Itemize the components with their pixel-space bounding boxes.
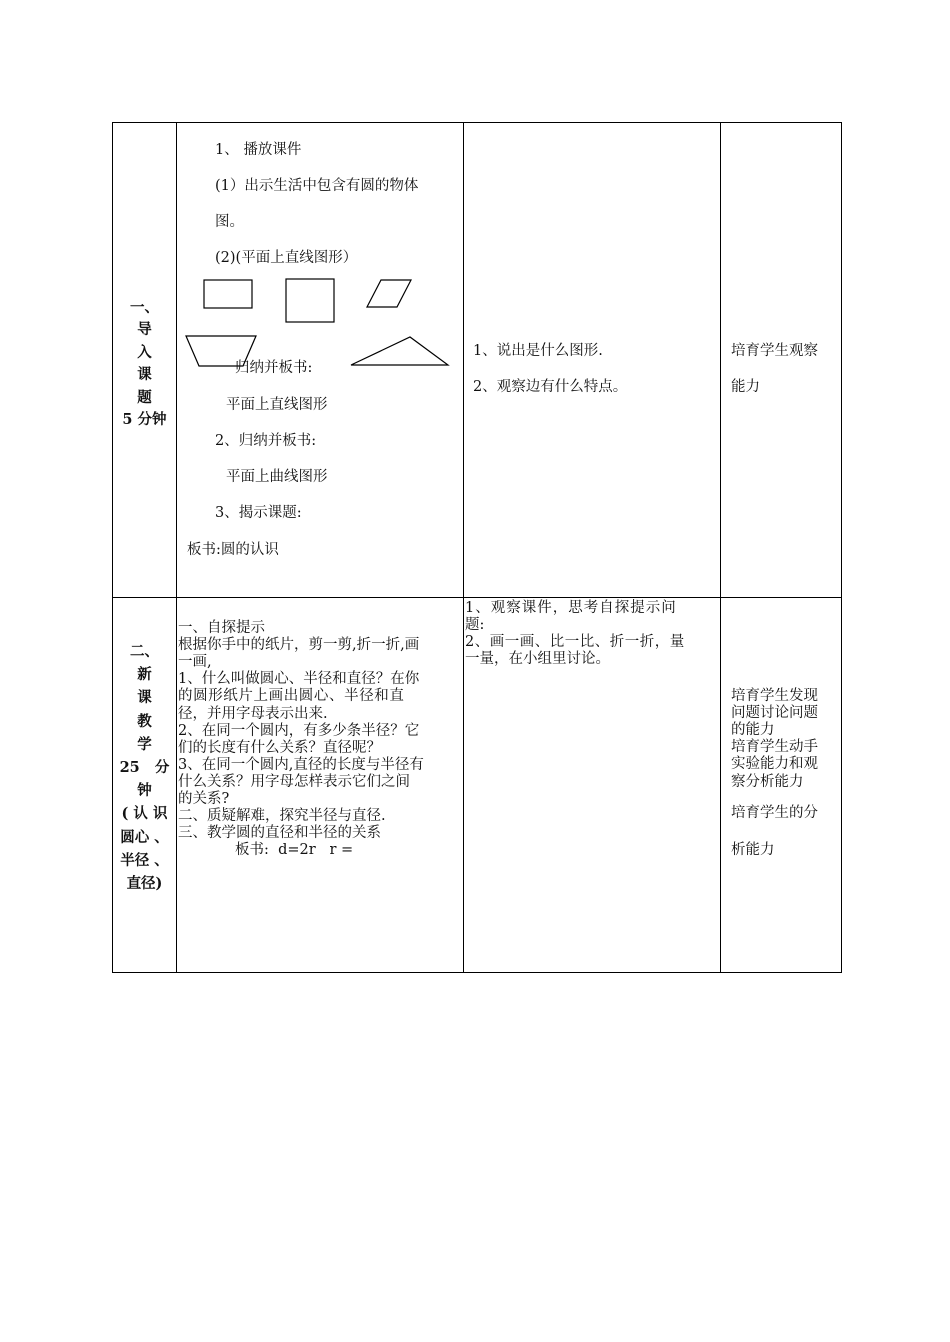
design-intent-line: 问题讨论问题 [731,705,818,722]
stage-line: 直径) [126,874,163,892]
row2-stage-label [113,640,176,895]
parallelogram-shape [367,280,411,307]
student-activity-line: 2、观察边有什么特点。 [473,379,628,395]
content-line: 图。 [215,214,244,230]
stage-line: 钟 [137,782,152,800]
stage-line: 半径 、 [120,851,169,869]
student-activity-line: 1、观察课件，思考自探提示问 [465,600,677,616]
content-line: 2、在同一个圆内，有多少条半径？它 [178,722,420,739]
content-line: 一画, [178,654,212,671]
content-line: (2)(平面上直线图形） [215,250,358,266]
content-line: 们的长度有什么关系？直径呢？ [178,739,381,756]
row1-stage-label [113,297,176,432]
design-intent-line: 的能力 [731,722,775,739]
student-activity-line: 题: [465,617,485,634]
content-line: 的关系? [178,791,230,808]
table-row-divider [112,597,842,598]
table-col-divider-3 [720,122,721,973]
stage-line: 新 [137,666,152,684]
square-shape [286,279,334,322]
design-intent-line: 实验能力和观 [731,756,818,773]
student-activity-line: 2、画一画、比一比、折一折，量 [465,634,685,651]
design-intent-line: 培育学生发现 [731,688,818,704]
content-line: 1、 播放课件 [215,142,302,158]
content-line: 3、揭示课题: [215,505,302,521]
stage-line: 教 [137,712,152,730]
content-line: 一、自探提示 [178,620,265,636]
stage-line: 入 [137,343,152,361]
stage-line: 25 分 [119,758,170,776]
design-intent-line: 能力 [731,379,760,395]
table-col-divider-1 [176,122,177,973]
student-activity-line: 1、说出是什么图形. [473,343,603,359]
table-border-bottom [112,972,842,973]
stage-line: 课 [137,689,152,707]
content-line: 板书: d=2r r = [235,842,354,859]
content-line: 根据你手中的纸片，剪一剪,折一折,画 [178,637,420,654]
content-line: 平面上直线图形 [226,397,328,413]
table-col-divider-2 [463,122,464,973]
row2-content-block [178,620,460,860]
stage-line: 学 [137,735,152,753]
content-line: 二、质疑解难，探究半径与直径. [178,808,386,825]
content-line: 的圆形纸片上画出圆心、半径和直 [178,688,405,705]
table-border-right [841,122,842,973]
content-line: 板书:圆的认识 [187,542,279,558]
table-border-top [112,122,842,123]
stage-line: 圆心 、 [120,828,169,846]
stage-line: 导 [137,321,152,339]
triangle-shape [351,337,448,365]
design-intent-line: 培育学生观察 [731,343,818,359]
rectangle-shape [204,280,252,308]
stage-line: 5 分钟 [122,411,167,429]
content-line: 2、归纳并板书: [215,433,317,449]
stage-line: 题 [137,388,152,406]
content-line: 三、教学圆的直径和半径的关系 [178,825,381,842]
content-line: 3、在同一个圆内,直径的长度与半径有 [178,756,424,773]
content-line: 径，并用字母表示出来. [178,705,328,722]
stage-line: 课 [137,366,152,384]
content-line: (1）出示生活中包含有圆的物体 [215,178,419,194]
content-line: 归纳并板书: [235,360,313,376]
content-line: 1、什么叫做圆心、半径和直径？在你 [178,671,420,688]
design-intent-line: 培育学生动手 [731,739,818,756]
stage-line: 一、 [130,299,159,316]
content-line: 什么关系？用字母怎样表示它们之间 [178,773,410,790]
student-activity-line: 一量，在小组里讨论。 [465,651,610,668]
stage-line: ( 认 识 [121,805,168,823]
stage-line: 二、 [130,643,159,660]
design-intent-line: 析能力 [731,841,775,858]
design-intent-line: 培育学生的分 [731,804,818,821]
row2-intent-block [731,688,839,859]
content-line: 平面上曲线图形 [226,469,328,485]
design-intent-line: 察分析能力 [731,773,804,790]
row2-student-block [465,600,717,668]
